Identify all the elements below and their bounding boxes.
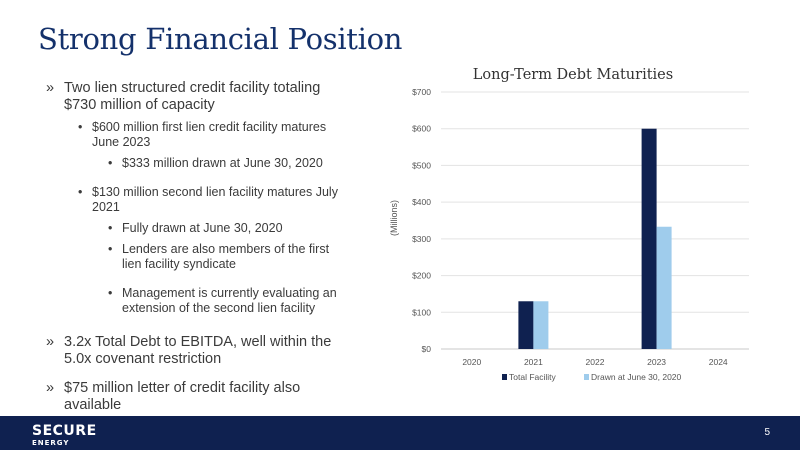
bullet-first-lien-drawn: • $333 million drawn at June 30, 2020: [46, 156, 346, 171]
bullet-debt-ebitda: » 3.2x Total Debt to EBITDA, well within the 5.0x covenant restriction: [46, 334, 346, 368]
x-tick-label: 2022: [585, 357, 605, 367]
logo-wordmark: SECURE: [32, 423, 97, 439]
bullet-lenders: • Lenders are also members of the first lien facility syndicate: [46, 242, 346, 272]
legend-label: Drawn at June 30, 2020: [591, 372, 682, 382]
legend-swatch: [502, 374, 507, 380]
y-tick-label: $700: [412, 87, 431, 97]
page-number: 5: [764, 427, 770, 438]
bullet-letter-of-credit: » $75 million letter of credit facility also available: [46, 380, 346, 414]
bullet-second-lien-drawn: • Fully drawn at June 30, 2020: [46, 221, 346, 236]
bullet-credit-facility: » Two lien structured credit facility totaling $730 million of capacity: [46, 80, 346, 114]
debt-maturities-chart: [375, 55, 775, 400]
bullet-first-lien: • $600 million first lien credit facility matures June 2023: [46, 120, 346, 150]
legend-label: Total Facility: [509, 372, 556, 382]
slide-title: Strong Financial Position: [38, 22, 403, 56]
bullet-list: [46, 80, 346, 418]
bar-drawn: [533, 301, 548, 349]
x-tick-label: 2021: [523, 357, 543, 367]
y-tick-label: $100: [412, 307, 431, 318]
bar-total-facility: [518, 301, 533, 349]
y-tick-label: $600: [412, 123, 431, 134]
y-tick-label: $200: [412, 270, 431, 281]
y-tick-label: $500: [412, 160, 431, 171]
x-tick-label: 2023: [647, 357, 667, 367]
y-tick-label: $400: [412, 197, 431, 208]
bar-total-facility: [642, 129, 657, 349]
legend-swatch: [584, 374, 589, 380]
bar-drawn: [657, 227, 672, 349]
footer-bar: [0, 416, 800, 450]
y-tick-label: $0: [421, 344, 431, 354]
chart-title: Long-Term Debt Maturities: [472, 67, 674, 83]
logo-subtitle: ENERGY: [32, 439, 70, 447]
x-tick-label: 2024: [708, 357, 728, 367]
y-axis-label: (Millions): [389, 200, 399, 236]
x-tick-label: 2020: [462, 357, 482, 367]
bullet-extension: • Management is currently evaluating an extension of the second lien facility: [46, 286, 346, 316]
bullet-second-lien: • $130 million second lien facility matures July 2021: [46, 185, 346, 215]
y-tick-label: $300: [412, 233, 431, 244]
